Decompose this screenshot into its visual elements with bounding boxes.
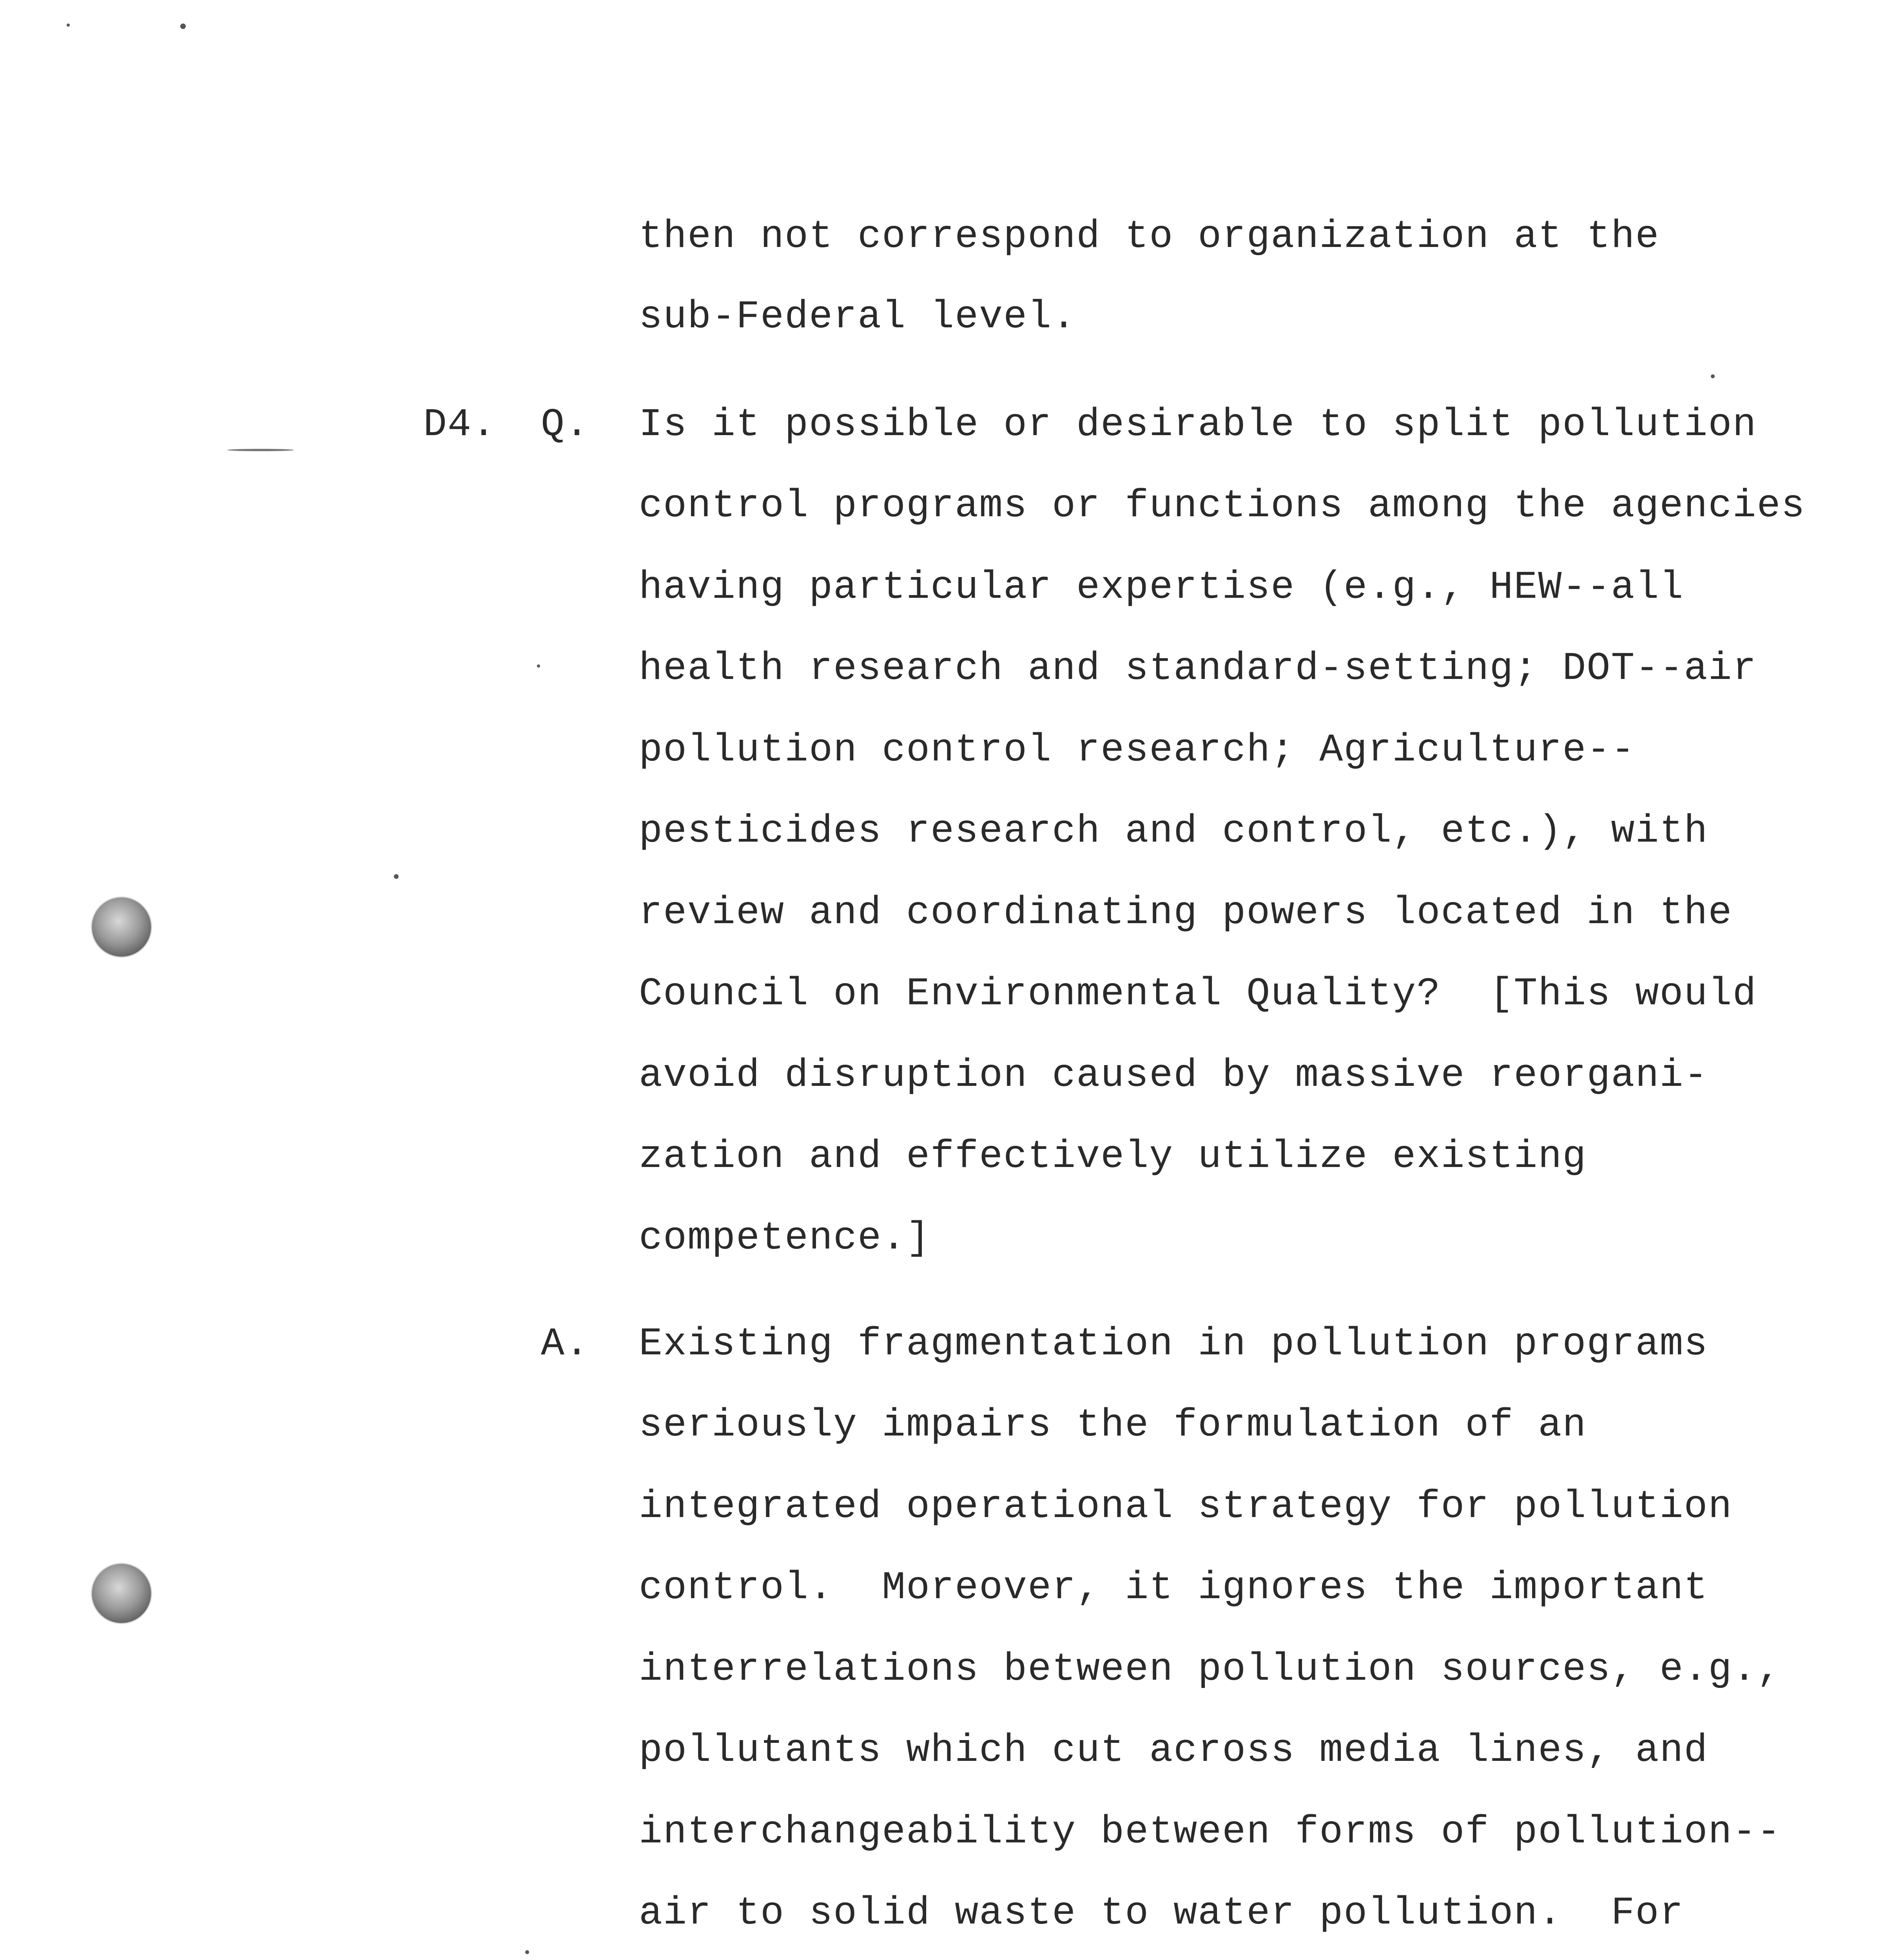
answer-line: pollutants which cut across media lines, and: [639, 1729, 1708, 1773]
question-line: pollution control research; Agriculture--: [639, 728, 1636, 773]
scan-speck: [1711, 374, 1715, 378]
scan-speck: [67, 24, 70, 27]
question-line: pesticides research and control, etc.), with: [639, 809, 1708, 854]
punch-hole-upper: [92, 898, 151, 956]
question-line: Council on Environmental Quality? [This would: [639, 972, 1757, 1016]
scan-speck: [394, 874, 399, 879]
punch-hole-lower: [92, 1564, 151, 1623]
scan-speck: [227, 449, 294, 451]
answer-line: integrated operational strategy for pollution: [639, 1485, 1733, 1529]
question-number: D4.: [423, 403, 497, 447]
scan-speck: [525, 1950, 529, 1954]
answer-line: interchangeability between forms of pollution--: [639, 1810, 1781, 1855]
question-line: avoid disruption caused by massive reorgani-: [639, 1054, 1708, 1098]
question-line: review and coordinating powers located in the: [639, 891, 1733, 935]
text-line: then not correspond to organization at the: [639, 215, 1660, 259]
answer-line: interrelations between pollution sources, e.g.,: [639, 1648, 1781, 1692]
answer-line: air to solid waste to water pollution. For: [639, 1891, 1684, 1936]
question-line: health research and standard-setting; DOT--air: [639, 647, 1757, 691]
answer-line: seriously impairs the formulation of an: [639, 1403, 1587, 1448]
scan-speck: [180, 24, 186, 29]
question-line: competence.]: [639, 1216, 931, 1261]
question-line: zation and effectively utilize existing: [639, 1135, 1587, 1179]
answer-line: control. Moreover, it ignores the important: [639, 1566, 1708, 1610]
answer-line: Existing fragmentation in pollution programs: [639, 1322, 1708, 1367]
question-line: having particular expertise (e.g., HEW--all: [639, 566, 1684, 610]
answer-marker: A.: [541, 1322, 590, 1367]
scan-speck: [537, 664, 540, 668]
question-line: control programs or functions among the agencies: [639, 484, 1806, 528]
question-marker: Q.: [541, 403, 590, 447]
question-line: Is it possible or desirable to split pollution: [639, 403, 1757, 447]
text-line: sub-Federal level.: [639, 295, 1077, 339]
